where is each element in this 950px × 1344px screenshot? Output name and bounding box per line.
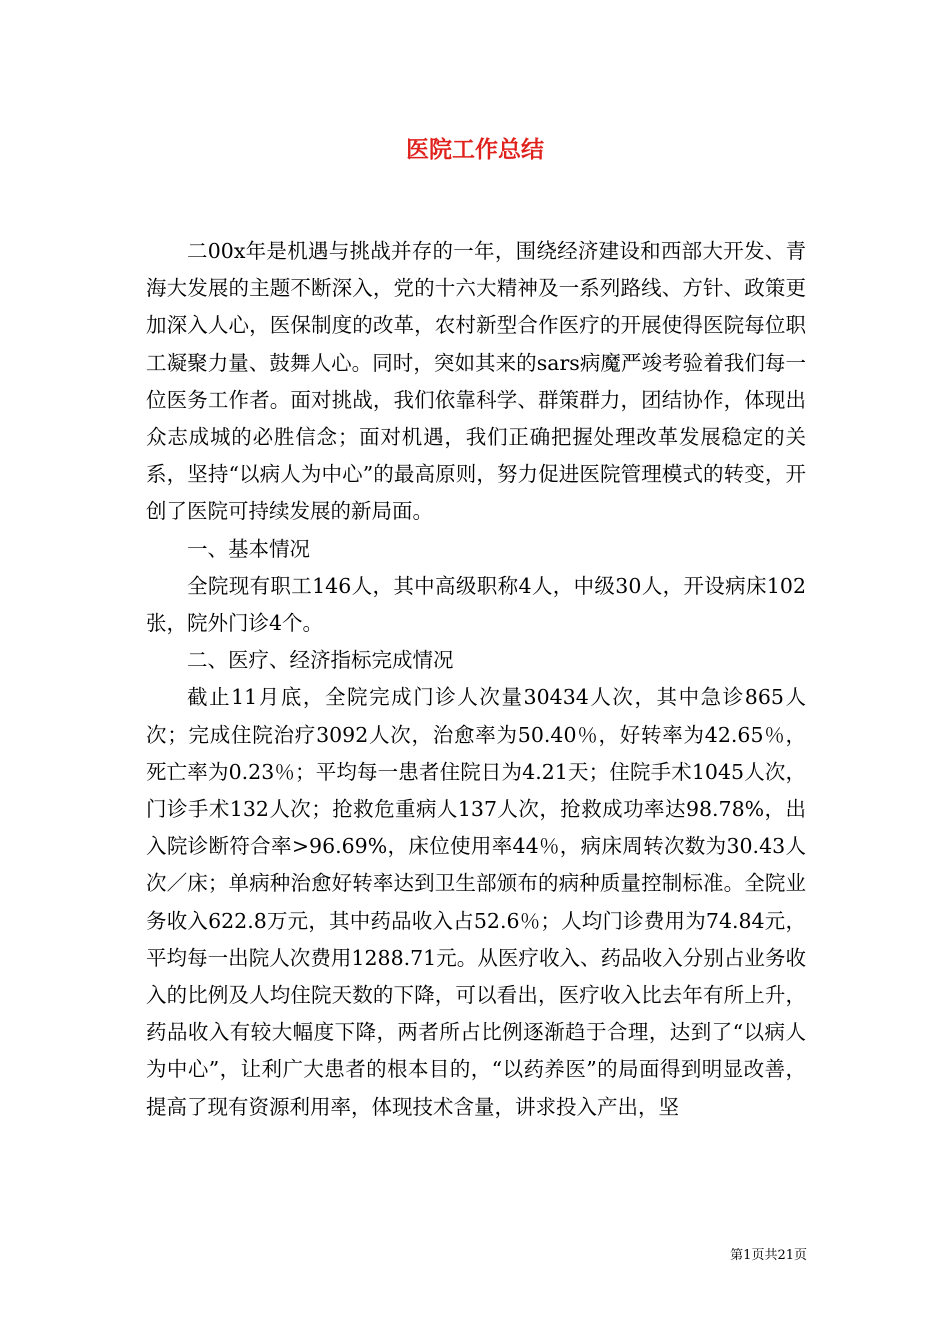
indicators-paragraph: 截止11月底，全院完成门诊人次量30434人次，其中急诊865人次；完成住院治疗3092人次，治愈率为50.40％，好转率为42.65％，死亡率为0.23％；平均每一患者住院日为4.21天；住院手术1045人次，门诊手术132人次；抢救危重病人137人次，抢救成功率达98.78%，出入院诊断符合率>96.69%，床位使用率44％，病床周转次数为30.43人次／床；单病种治愈好转率达到卫生部颁布的病种质量控制标准。全院业务收入622.8万元，其中药品收入占52.6％；人均门诊费用为74.84元，平均每一出院人次费用1288.71元。从医疗收入、药品收入分别占业务收入的比例及人均住院天数的下降，可以看出，医疗收入比去年有所上升，药品收入有较大幅度下降，两者所占比例逐渐趋于合理，达到了“以病人为中心”，让利广大患者的根本目的，“以药养医”的局面得到明显改善，提高了现有资源利用率，体现技术含量，讲求投入产出，坚: [146, 685, 806, 1119]
document-title: 医院工作总结: [406, 137, 544, 163]
staff-paragraph: 全院现有职工146人，其中高级职称4人，中级30人，开设病床102张，院外门诊4个。: [146, 573, 806, 636]
section-heading-basic-info: 一、基本情况: [187, 536, 310, 561]
document-body: [146, 233, 806, 1126]
section-heading-indicators: 二、医疗、经济指标完成情况: [187, 648, 454, 673]
intro-paragraph: 二00x年是机遇与挑战并存的一年，围绕经济建设和西部大开发、青海大发展的主题不断深入，党的十六大精神及一系列路线、方针、政策更加深入人心，医保制度的改革，农村新型合作医疗的开展使得医院每位职工凝聚力量、鼓舞人心。同时，突如其来的sars病魔严竣考验着我们每一位医务工作者。面对挑战，我们依靠科学、群策群力，团结协作，体现出众志成城的必胜信念；面对机遇，我们正确把握处理改革发展稳定的关系，坚持“以病人为中心”的最高原则，努力促进医院管理模式的转变，开创了医院可持续发展的新局面。: [146, 239, 806, 524]
page-number: 第1页共21页: [730, 1248, 807, 1263]
